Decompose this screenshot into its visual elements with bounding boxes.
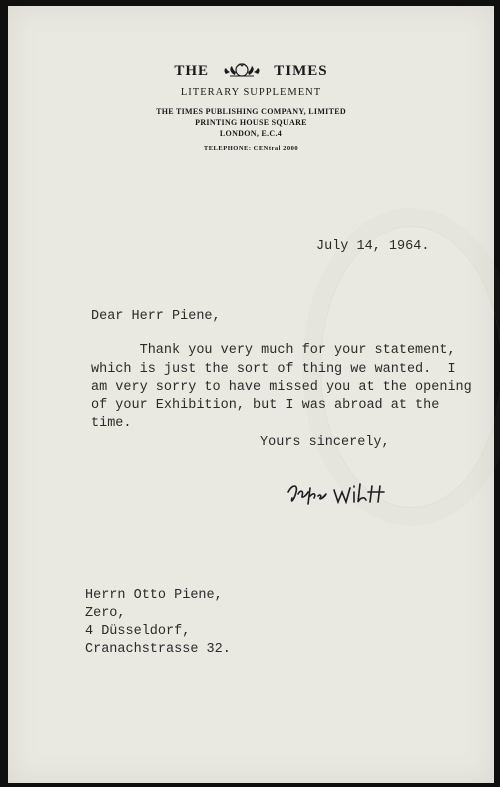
letterhead-company: THE TIMES PUBLISHING COMPANY, LIMITED xyxy=(156,107,346,116)
letter-page xyxy=(8,6,494,783)
letterhead-telephone: TELEPHONE: CENtral 2000 xyxy=(203,145,299,152)
letterhead-title-right: TIMES xyxy=(274,63,328,79)
recipient-line: Cranachstrasse 32. xyxy=(85,642,231,657)
recipient-line: Zero, xyxy=(85,606,126,621)
letter-body-line: of your Exhibition, but I was abroad at the xyxy=(91,398,440,413)
letter-closing: Yours sincerely, xyxy=(260,435,390,450)
letter-date: July 14, 1964. xyxy=(316,239,430,254)
royal-crest-icon xyxy=(220,63,264,77)
letterhead-company-block xyxy=(8,106,494,139)
letterhead-supplement: LITERARY SUPPLEMENT xyxy=(180,87,322,98)
recipient-line: Herrn Otto Piene, xyxy=(85,588,223,603)
letter-body-line: which is just the sort of thing we wanted. I xyxy=(91,362,456,377)
letterhead-title xyxy=(8,63,494,80)
recipient-line: 4 Düsseldorf, xyxy=(85,624,191,639)
letterhead-title-left: THE xyxy=(174,63,210,79)
letterhead-address-line2: LONDON, E.C.4 xyxy=(219,129,283,138)
letterhead-address-line1: PRINTING HOUSE SQUARE xyxy=(195,118,307,127)
letter-body-line: am very sorry to have missed you at the opening xyxy=(91,380,472,395)
letter-body-line: time. xyxy=(91,416,132,431)
letter-greeting: Dear Herr Piene, xyxy=(91,309,221,324)
letter-body-line: Thank you very much for your statement, xyxy=(91,343,456,358)
handwritten-signature xyxy=(284,474,394,514)
